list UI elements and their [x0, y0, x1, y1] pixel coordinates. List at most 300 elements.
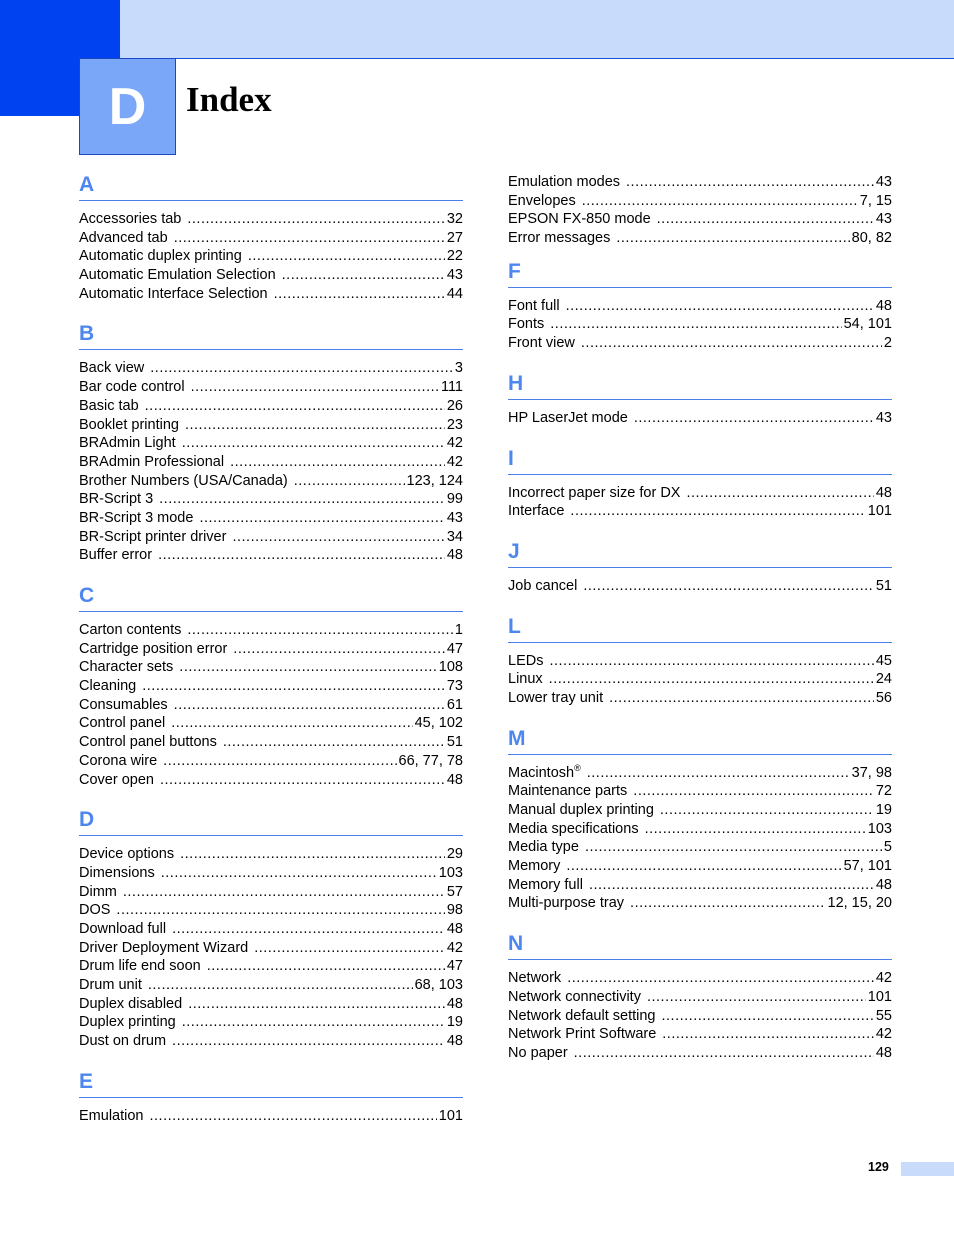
dot-leader [180, 845, 445, 864]
index-section [508, 257, 892, 369]
index-term-text: Error messages [508, 230, 611, 247]
dot-leader [223, 733, 445, 752]
index-entry [508, 689, 892, 708]
index-entry [79, 509, 463, 528]
index-page-refs: 43 [875, 174, 892, 190]
page-number: 129 [868, 1160, 889, 1174]
section-letter-heading: M [508, 724, 892, 755]
index-page-refs: 48 [875, 484, 892, 501]
index-term [79, 621, 181, 640]
index-term-text: Memory full [508, 876, 583, 893]
index-term-text: Driver Deployment Wizard [79, 939, 249, 956]
dot-leader [123, 883, 445, 902]
index-term-text: Emulation modes [508, 174, 621, 190]
index-term-text: Font full [508, 297, 560, 314]
index-entry [508, 820, 892, 839]
index-term [508, 1007, 656, 1026]
index-term [79, 957, 201, 976]
index-page-refs: 42 [446, 435, 463, 452]
index-entry [508, 1007, 892, 1026]
index-term [508, 577, 577, 596]
index-term-text: Download full [79, 920, 167, 937]
dot-leader [645, 820, 866, 839]
index-term [79, 359, 144, 378]
index-page-refs: 48 [446, 771, 463, 788]
index-page-refs: 72 [875, 783, 892, 800]
index-section [508, 369, 892, 444]
index-entry [508, 502, 892, 521]
section-letter-heading: E [79, 1067, 463, 1098]
index-entry [79, 696, 463, 715]
dot-leader [633, 782, 874, 801]
index-page-refs: 1 [454, 622, 463, 638]
index-term [79, 864, 155, 883]
index-term [508, 315, 544, 334]
dot-leader [574, 1044, 874, 1063]
index-page-refs: 27 [446, 229, 463, 246]
index-term-text: Character sets [79, 659, 174, 676]
section-letter-heading: D [79, 805, 463, 836]
index-page-refs: 48 [446, 547, 463, 564]
index-section [79, 805, 463, 1067]
index-page-refs: 34 [446, 528, 463, 545]
dot-leader [587, 764, 850, 783]
index-section [508, 929, 892, 1078]
index-term-text: Fonts [508, 316, 545, 333]
index-term-text: BRAdmin Light [79, 435, 176, 452]
index-entry [508, 801, 892, 820]
index-term-text: Booklet printing [79, 416, 179, 433]
index-entry [79, 359, 463, 378]
index-entry [508, 577, 892, 596]
dot-leader [583, 577, 874, 596]
index-entry [79, 1107, 463, 1126]
section-letter-heading: H [508, 369, 892, 400]
index-term-text: EPSON FX-850 mode [508, 211, 651, 228]
index-term [508, 484, 680, 503]
dot-leader [150, 359, 453, 378]
index-entry [79, 640, 463, 659]
index-term-text: Dust on drum [79, 1033, 167, 1050]
index-term [79, 901, 110, 920]
index-entry [508, 484, 892, 503]
index-page-refs: 22 [446, 248, 463, 265]
index-term [79, 266, 276, 285]
index-term [79, 546, 152, 565]
dot-leader [171, 714, 412, 733]
dot-leader [161, 864, 437, 883]
index-term [79, 397, 139, 416]
dot-leader [585, 838, 882, 857]
index-term [79, 490, 153, 509]
index-section [79, 581, 463, 805]
dot-leader [570, 502, 865, 521]
index-term [79, 416, 179, 435]
index-term-text: BR-Script printer driver [79, 528, 227, 545]
index-page-refs: 12, 15, 20 [827, 895, 892, 912]
index-term-text: Job cancel [508, 577, 578, 594]
index-term [508, 988, 641, 1007]
index-page-refs: 43 [875, 211, 892, 228]
index-term [79, 528, 226, 547]
dot-leader [207, 957, 445, 976]
index-column-left [79, 170, 463, 1141]
index-entry [508, 315, 892, 334]
index-page-refs: 37, 98 [851, 764, 892, 781]
index-page-refs: 55 [875, 1007, 892, 1024]
index-entry [79, 266, 463, 285]
dot-leader [686, 484, 873, 503]
page-title: Index [186, 80, 272, 119]
index-term-text: Automatic Emulation Selection [79, 267, 276, 284]
index-term-text: Interface [508, 503, 565, 520]
index-entry [508, 988, 892, 1007]
index-term-text: Macintosh [508, 764, 575, 781]
index-page-refs: 47 [446, 640, 463, 657]
index-entry [508, 1044, 892, 1063]
index-term [79, 883, 117, 902]
index-entry [79, 416, 463, 435]
index-entry [508, 876, 892, 895]
index-entry [508, 192, 892, 211]
index-entry [79, 845, 463, 864]
dot-leader [609, 689, 874, 708]
index-page-refs: 42 [446, 453, 463, 470]
index-page-refs: 68, 103 [414, 977, 463, 993]
index-page-refs: 123, 124 [406, 472, 463, 489]
index-page-refs: 24 [875, 671, 892, 688]
dot-leader [294, 472, 405, 491]
index-term [79, 378, 185, 397]
chapter-letter: D [108, 77, 147, 136]
dot-leader [191, 378, 439, 397]
index-page-refs: 45, 102 [414, 715, 463, 732]
index-entry [79, 677, 463, 696]
index-page-refs: 44 [446, 285, 463, 302]
index-term-text: Consumables [79, 696, 168, 713]
index-entry [79, 957, 463, 976]
index-page-refs: 26 [446, 397, 463, 414]
index-page-refs: 73 [446, 678, 463, 695]
section-letter-heading: B [79, 319, 463, 350]
index-term-text: Manual duplex printing [508, 802, 654, 818]
index-page-refs: 32 [446, 211, 463, 227]
index-term [79, 939, 248, 958]
index-term [79, 771, 154, 790]
dot-leader [549, 670, 874, 689]
index-page-refs: 19 [875, 802, 892, 818]
dot-leader [630, 894, 825, 913]
index-section [508, 537, 892, 612]
dot-leader [566, 857, 841, 876]
index-term [79, 247, 242, 266]
dot-leader [142, 677, 445, 696]
section-letter-heading: J [508, 537, 892, 568]
index-entry [508, 857, 892, 876]
index-term [508, 782, 627, 801]
index-term-text: Control panel [79, 715, 166, 732]
dot-leader [172, 920, 445, 939]
index-term-text: Maintenance parts [508, 783, 628, 800]
index-entry [79, 1032, 463, 1051]
header-band [0, 0, 954, 59]
index-term-text: BRAdmin Professional [79, 453, 225, 470]
index-term-text: Dimensions [79, 864, 155, 881]
index-term [79, 920, 166, 939]
index-term [79, 509, 193, 528]
index-section [508, 612, 892, 724]
index-term [508, 670, 543, 689]
index-entry [79, 490, 463, 509]
index-entry [508, 838, 892, 857]
index-term-text: BR-Script 3 [79, 491, 154, 508]
index-page-refs: 99 [446, 491, 463, 508]
index-entry [508, 894, 892, 913]
index-page-refs: 48 [875, 297, 892, 314]
index-section [508, 444, 892, 537]
index-term [508, 876, 583, 895]
index-page-refs: 48 [875, 876, 892, 893]
index-page-refs: 57 [446, 883, 463, 900]
index-term-text: Duplex printing [79, 1014, 176, 1031]
index-page-refs: 54, 101 [843, 316, 892, 333]
index-page-refs: 43 [446, 509, 463, 526]
index-term [79, 229, 168, 248]
index-term-text: Network connectivity [508, 988, 641, 1005]
index-term-text: Network [508, 970, 562, 987]
index-page-refs: 42 [875, 970, 892, 987]
page-tab-marker [901, 1162, 954, 1176]
index-term [79, 845, 174, 864]
dot-leader [248, 247, 445, 266]
section-letter-heading: I [508, 444, 892, 475]
dot-leader [657, 210, 874, 229]
index-term-text: Advanced tab [79, 229, 168, 246]
index-term [79, 1107, 143, 1126]
index-term-text: Brother Numbers (USA/Canada) [79, 472, 288, 489]
dot-leader [626, 173, 874, 192]
dot-leader [662, 1025, 874, 1044]
dot-leader [254, 939, 445, 958]
dot-leader [616, 229, 849, 248]
index-page-refs: 57, 101 [843, 858, 892, 875]
dot-leader [582, 192, 858, 211]
dot-leader [185, 416, 445, 435]
dot-leader [179, 658, 437, 677]
dot-leader [148, 976, 413, 995]
index-term [79, 733, 217, 752]
index-term [508, 969, 561, 988]
dot-leader [163, 752, 396, 771]
index-entry [79, 397, 463, 416]
index-page-refs: 29 [446, 846, 463, 863]
index-term-text: DOS [79, 902, 111, 919]
index-entry [508, 670, 892, 689]
index-page-refs: 47 [446, 958, 463, 975]
index-entry [79, 976, 463, 995]
index-page-refs: 23 [446, 416, 463, 433]
dot-leader [550, 315, 841, 334]
index-term-text: Emulation [79, 1107, 144, 1124]
index-entry [79, 434, 463, 453]
index-column-right [508, 170, 892, 1079]
index-entry [508, 1025, 892, 1044]
index-term [508, 297, 560, 316]
section-letter-heading: L [508, 612, 892, 643]
dot-leader [187, 621, 453, 640]
index-term [508, 801, 654, 820]
index-term-text: Multi-purpose tray [508, 895, 625, 912]
index-page-refs: 48 [446, 1033, 463, 1050]
index-term-text: Memory [508, 858, 561, 875]
index-term-text: Bar code control [79, 379, 185, 396]
section-letter-heading: F [508, 257, 892, 288]
index-term-text: Linux [508, 671, 543, 688]
index-page-refs: 48 [446, 920, 463, 937]
dot-leader [567, 969, 874, 988]
index-term-text: Front view [508, 335, 575, 352]
index-term [508, 409, 628, 428]
index-term-text: Dimm [79, 883, 117, 900]
index-term-text: Cover open [79, 771, 154, 788]
dot-leader [233, 640, 445, 659]
index-term-text: Device options [79, 846, 175, 863]
index-entry [79, 210, 463, 229]
index-page-refs: 111 [440, 379, 463, 396]
index-term-text: Basic tab [79, 397, 139, 414]
index-term [508, 502, 564, 521]
index-term [79, 976, 142, 995]
index-page-refs: 61 [446, 696, 463, 713]
index-page-refs: 66, 77, 78 [398, 752, 463, 769]
index-entry [508, 229, 892, 248]
index-section [508, 724, 892, 930]
index-entry [508, 173, 892, 192]
index-page-refs: 45 [875, 652, 892, 669]
dot-leader [187, 210, 445, 229]
index-page-refs: 3 [454, 360, 463, 377]
index-term [79, 995, 182, 1014]
index-page-refs: 108 [438, 659, 463, 676]
index-term-text: Media specifications [508, 820, 639, 837]
index-page-refs: 43 [875, 409, 892, 426]
registered-mark: ® [574, 762, 581, 773]
index-term [508, 334, 575, 353]
index-page-refs: 48 [875, 1044, 892, 1061]
index-term-text: Drum life end soon [79, 958, 201, 975]
index-page-refs: 80, 82 [851, 230, 892, 247]
dot-leader [232, 528, 444, 547]
index-page-refs: 19 [446, 1014, 463, 1031]
index-term-text: Incorrect paper size for DX [508, 484, 681, 501]
index-term-text: Carton contents [79, 622, 182, 638]
index-entry [79, 658, 463, 677]
dot-leader [145, 397, 445, 416]
index-term [508, 652, 543, 671]
index-section [79, 319, 463, 581]
index-term-text: Network Print Software [508, 1026, 657, 1043]
index-page-refs: 2 [883, 335, 892, 352]
index-term-text: No paper [508, 1044, 568, 1061]
index-term-text: Automatic Interface Selection [79, 285, 268, 302]
dot-leader [230, 453, 445, 472]
index-entry [79, 752, 463, 771]
index-term [79, 453, 224, 472]
dot-leader [660, 801, 874, 820]
index-term [79, 285, 268, 304]
index-entry [79, 247, 463, 266]
dot-leader [634, 409, 874, 428]
index-term [508, 894, 624, 913]
index-term [79, 658, 173, 677]
section-letter-heading: N [508, 929, 892, 960]
index-entry [79, 920, 463, 939]
index-section [79, 170, 463, 319]
index-page-refs: 42 [446, 939, 463, 956]
index-entry [508, 652, 892, 671]
index-entry [508, 334, 892, 353]
index-term [508, 764, 581, 783]
index-term-text: Cartridge position error [79, 640, 228, 657]
index-term [508, 229, 610, 248]
index-term [79, 434, 176, 453]
index-term-text: BR-Script 3 mode [79, 509, 194, 526]
index-term [508, 1025, 656, 1044]
index-term-text: Lower tray unit [508, 689, 604, 706]
index-entry [79, 883, 463, 902]
index-section [79, 1067, 463, 1142]
index-term-text: Cleaning [79, 678, 137, 695]
index-entry [508, 210, 892, 229]
index-page-refs: 51 [446, 734, 463, 751]
dot-leader [160, 771, 445, 790]
continued-entries [508, 173, 892, 257]
index-term [508, 192, 576, 211]
dot-leader [116, 901, 444, 920]
index-term-text: Duplex disabled [79, 995, 183, 1012]
index-term-text: Control panel buttons [79, 734, 217, 751]
index-term-text: Media type [508, 839, 579, 856]
index-page-refs: 101 [438, 1107, 463, 1124]
dot-leader [274, 285, 445, 304]
index-entry [508, 764, 892, 783]
dot-leader [199, 509, 444, 528]
index-entry [508, 297, 892, 316]
index-page-refs: 101 [867, 503, 892, 520]
dot-leader [188, 995, 445, 1014]
dot-leader [282, 266, 445, 285]
index-term [508, 689, 603, 708]
index-term-text: Accessories tab [79, 211, 182, 227]
chapter-letter-box [79, 58, 176, 155]
index-term [508, 173, 620, 192]
index-entry [79, 864, 463, 883]
index-entry [79, 528, 463, 547]
index-entry [79, 472, 463, 491]
index-term [79, 677, 136, 696]
index-page-refs: 43 [446, 267, 463, 284]
index-page-refs: 103 [438, 864, 463, 881]
index-term-text: Corona wire [79, 752, 158, 769]
index-term [79, 752, 157, 771]
index-term-text: Network default setting [508, 1007, 656, 1024]
index-term-text: Buffer error [79, 547, 153, 564]
index-entry [79, 995, 463, 1014]
index-page-refs: 7, 15 [859, 192, 892, 209]
index-term [508, 1044, 568, 1063]
index-term [508, 210, 651, 229]
index-entry [79, 546, 463, 565]
